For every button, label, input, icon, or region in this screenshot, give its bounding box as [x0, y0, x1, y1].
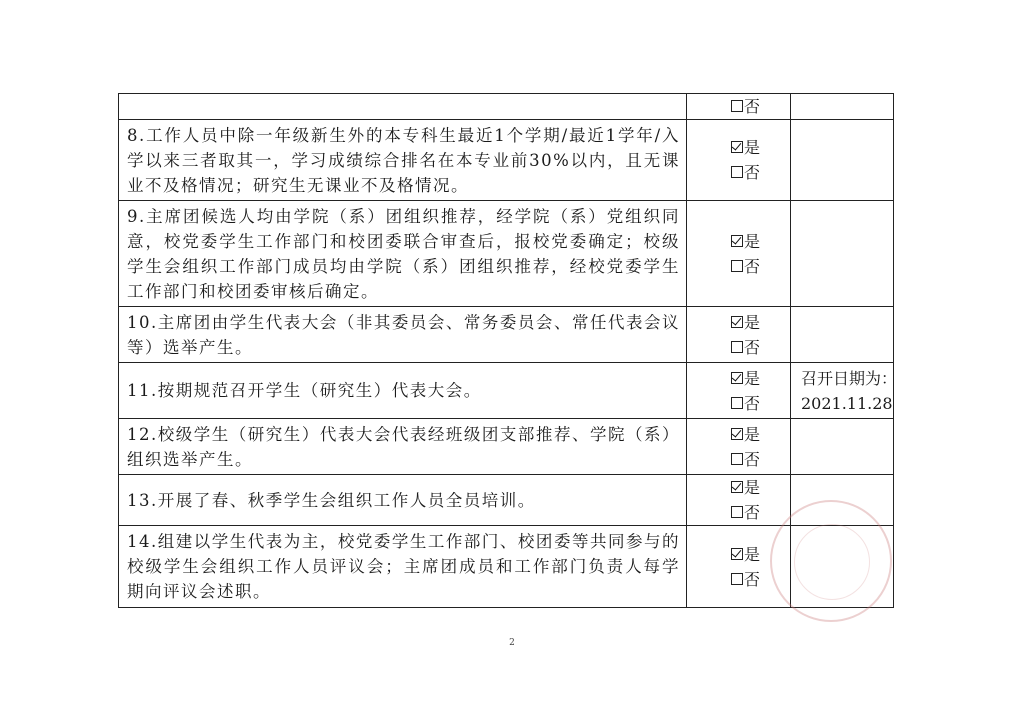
yes-no-cell [687, 307, 791, 363]
yes-label: 是 [744, 138, 761, 157]
yes-no-cell [687, 475, 791, 526]
no-option[interactable] [687, 94, 790, 119]
empty-box-icon[interactable] [731, 453, 743, 465]
checked-box-icon[interactable] [731, 548, 743, 560]
yes-option[interactable] [687, 542, 790, 567]
remarks-cell [791, 419, 894, 475]
criterion-text [119, 94, 687, 120]
checklist-row [119, 120, 894, 201]
yes-label: 是 [744, 312, 761, 332]
yes-option[interactable] [687, 310, 790, 335]
checked-box-icon[interactable] [731, 372, 743, 384]
remarks-cell [791, 526, 894, 608]
remarks-cell [791, 307, 894, 363]
checklist-body [119, 94, 898, 608]
remarks-cell [791, 94, 894, 120]
yes-no-cell [687, 419, 791, 475]
yes-no-cell [687, 363, 791, 419]
yes-label: 是 [744, 544, 761, 564]
criterion-text: 8.工作人员中除一年级新生外的本专科生最近1个学期/最近1学年/入学以来三者取其一，学习成绩综合排名在本专业前30%以内，且无课业不及格情况；研究生无课业不及格情况。 [119, 120, 687, 201]
remarks-cell [791, 201, 894, 307]
yes-no-cell [687, 526, 791, 608]
checklist-table [118, 93, 898, 608]
remarks-cell [791, 120, 894, 201]
no-label: 否 [744, 256, 761, 276]
yes-option[interactable] [687, 135, 790, 160]
checked-box-icon[interactable] [731, 235, 743, 247]
criterion-text: 12.校级学生（研究生）代表大会代表经班级团支部推荐、学院（系）组织选举产生。 [119, 419, 687, 475]
yes-no-cell [687, 201, 791, 307]
checklist-row [119, 363, 894, 419]
checked-box-icon[interactable] [731, 141, 743, 153]
empty-box-icon[interactable] [731, 260, 743, 272]
empty-box-icon[interactable] [731, 341, 743, 353]
checklist-row [119, 94, 894, 120]
checked-box-icon[interactable] [731, 481, 743, 493]
yes-option[interactable] [687, 422, 790, 447]
checked-box-icon[interactable] [731, 316, 743, 328]
no-option[interactable] [687, 160, 790, 185]
remarks-cell [791, 363, 898, 419]
checked-box-icon[interactable] [731, 428, 743, 440]
page-number: 2 [509, 638, 515, 648]
yes-label: 是 [744, 424, 761, 444]
yes-option[interactable] [687, 475, 790, 500]
criterion-text: 11.按期规范召开学生（研究生）代表大会。 [119, 363, 687, 419]
checklist-row [119, 526, 894, 608]
criterion-text: 10.主席团由学生代表大会（非其委员会、常务委员会、常任代表会议等）选举产生。 [119, 307, 687, 363]
yes-no-cell [687, 120, 791, 201]
remarks-cell [791, 475, 894, 526]
no-option[interactable] [687, 447, 790, 472]
yes-no-cell [687, 94, 791, 120]
yes-label: 是 [744, 478, 761, 497]
remark-line: 2021.11.28 [801, 393, 893, 413]
no-label: 否 [744, 97, 761, 116]
no-label: 否 [744, 393, 761, 413]
no-option[interactable] [687, 500, 790, 525]
yes-option[interactable] [687, 229, 790, 254]
no-option[interactable] [687, 335, 790, 360]
remark-line: 召开日期为： [801, 368, 898, 388]
no-label: 否 [744, 503, 761, 522]
no-label: 否 [744, 337, 761, 357]
yes-label: 是 [744, 231, 761, 251]
no-label: 否 [744, 449, 761, 469]
empty-box-icon[interactable] [731, 100, 743, 112]
yes-label: 是 [744, 368, 761, 388]
checklist-row [119, 307, 894, 363]
criterion-text: 9.主席团候选人均由学院（系）团组织推荐，经学院（系）党组织同意，校党委学生工作部门和校团委联合审查后，报校党委确定；校级学生会组织工作部门成员均由学院（系）团组织推荐，经校党委学生工作部门和校团委审核后确定。 [119, 201, 687, 307]
no-option[interactable] [687, 254, 790, 279]
criterion-text: 13.开展了春、秋季学生会组织工作人员全员培训。 [119, 475, 687, 526]
yes-option[interactable] [687, 366, 790, 391]
no-option[interactable] [687, 567, 790, 592]
empty-box-icon[interactable] [731, 166, 743, 178]
no-option[interactable] [687, 391, 790, 416]
no-label: 否 [744, 163, 761, 182]
empty-box-icon[interactable] [731, 573, 743, 585]
no-label: 否 [744, 569, 761, 589]
checklist-row [119, 419, 894, 475]
empty-box-icon[interactable] [731, 506, 743, 518]
checklist-row [119, 475, 894, 526]
criterion-text: 14.组建以学生代表为主，校党委学生工作部门、校团委等共同参与的校级学生会组织工作人员评议会；主席团成员和工作部门负责人每学期向评议会述职。 [119, 526, 687, 608]
empty-box-icon[interactable] [731, 397, 743, 409]
checklist-row [119, 201, 894, 307]
